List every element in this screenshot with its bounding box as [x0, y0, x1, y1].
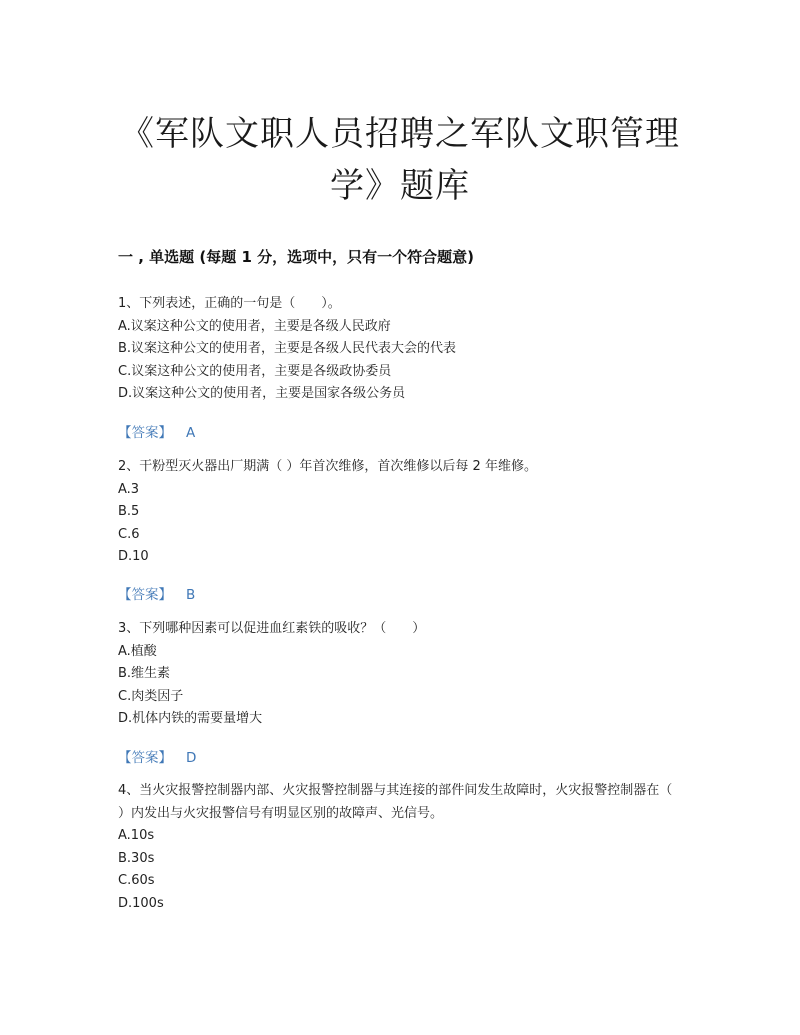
question-1	[118, 293, 678, 406]
question-1-option-a: A.议案这种公文的使用者，主要是各级人民政府	[118, 318, 391, 334]
question-3-option-b: B.维生素	[118, 666, 171, 681]
answer-value: A	[186, 425, 196, 441]
question-4	[118, 780, 678, 915]
question-2-option-a: A.3	[118, 481, 140, 497]
document-title-line-1: 《军队文职人员招聘之军队文职管理	[120, 114, 680, 154]
question-2-answer	[118, 583, 195, 603]
question-3-stem: 3、下列哪种因素可以促进血红素铁的吸收？（ ）	[118, 621, 426, 636]
question-2-stem: 2、干粉型灭火器出厂期满（ ）年首次维修，首次维修以后每 2 年维修。	[118, 459, 537, 474]
question-4-option-a: A.10s	[118, 828, 155, 843]
question-3	[118, 618, 678, 731]
question-1-option-c: C.议案这种公文的使用者，主要是各级政协委员	[118, 363, 392, 379]
question-1-stem: 1、下列表述，正确的一句是（ ）。	[118, 296, 341, 311]
question-2	[118, 456, 678, 569]
question-4-option-d: D.100s	[118, 895, 164, 911]
question-1-answer	[118, 421, 195, 441]
answer-value: D	[186, 750, 197, 766]
answer-label: 【答案】	[118, 425, 172, 441]
question-1-option-b: B.议案这种公文的使用者，主要是各级人民代表大会的代表	[118, 341, 457, 356]
document-title	[110, 108, 690, 212]
question-2-option-d: D.10	[118, 549, 149, 564]
document-title-line-2: 学》题库	[330, 166, 470, 206]
question-3-option-c: C.肉类因子	[118, 688, 184, 704]
question-3-answer	[118, 746, 196, 766]
answer-label: 【答案】	[118, 587, 172, 603]
section-heading: 一 , 单选题 (每题 1 分，选项中，只有一个符合题意)	[118, 248, 474, 266]
question-2-option-c: C.6	[118, 526, 140, 542]
question-1-option-d: D.议案这种公文的使用者，主要是国家各级公务员	[118, 386, 406, 401]
question-3-option-d: D.机体内铁的需要量增大	[118, 711, 263, 726]
question-4-stem: 4、当火灾报警控制器内部、火灾报警控制器与其连接的部件间发生故障时，火灾报警控制器在（ ）内发出与火灾报警信号有明显区别的故障声、光信号。	[118, 783, 673, 821]
answer-label: 【答案】	[118, 750, 172, 766]
question-4-option-c: C.60s	[118, 873, 155, 888]
answer-value: B	[186, 587, 196, 603]
question-4-option-b: B.30s	[118, 850, 155, 866]
question-3-option-a: A.植酸	[118, 643, 157, 659]
question-2-option-b: B.5	[118, 504, 140, 519]
